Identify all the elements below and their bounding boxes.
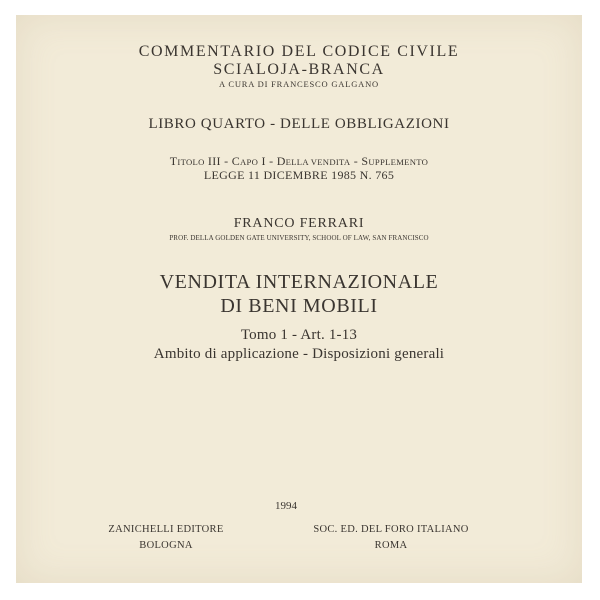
year-text: 1994 bbox=[275, 500, 297, 512]
section-separator: - bbox=[350, 154, 362, 168]
section-capo-initial: C bbox=[231, 154, 241, 168]
section-della-initial: D bbox=[276, 154, 286, 168]
volume-line: Tomo 1 - Art. 1-13 bbox=[240, 327, 358, 343]
work-title-line-2: DI BENI MOBILI bbox=[220, 295, 378, 317]
author-name: FRANCO FERRARI bbox=[233, 216, 365, 231]
section-title-rest: ITOLO bbox=[177, 157, 205, 167]
series-title: COMMENTARIO DEL CODICE CIVILE bbox=[138, 43, 460, 60]
volume-description: Ambito di applicazione - Disposizioni generali bbox=[153, 346, 445, 362]
section-capo-roman: I - bbox=[258, 154, 277, 168]
section-della-rest: ELLA VENDITA bbox=[285, 157, 351, 167]
section-title-initial: T bbox=[169, 154, 178, 168]
section-title-roman: III - bbox=[204, 154, 232, 168]
city-left: BOLOGNA bbox=[139, 540, 193, 551]
section-supplement-rest: UPPLEMENTO bbox=[368, 157, 429, 167]
publisher-right: SOC. ED. DEL FORO ITALIANO bbox=[313, 524, 469, 535]
author-affiliation: PROF. DELLA GOLDEN GATE UNIVERSITY, SCHOOL OF LAW, SAN FRANCISCO bbox=[169, 234, 429, 242]
work-title-line-1: VENDITA INTERNAZIONALE bbox=[159, 271, 439, 293]
series-editor: A CURA DI FRANCESCO GALGANO bbox=[219, 79, 379, 89]
section-supplement-initial: S bbox=[361, 154, 369, 168]
series-subtitle: SCIALOJA-BRANCA bbox=[213, 61, 385, 78]
book-title: LIBRO QUARTO - DELLE OBBLIGAZIONI bbox=[148, 116, 450, 132]
city-right: ROMA bbox=[374, 540, 408, 551]
publisher-left: ZANICHELLI EDITORE bbox=[108, 524, 224, 535]
law-reference-text: LEGGE 11 DICEMBRE 1985 N. 765 bbox=[203, 168, 395, 182]
section-capo-rest: APO bbox=[240, 157, 259, 167]
